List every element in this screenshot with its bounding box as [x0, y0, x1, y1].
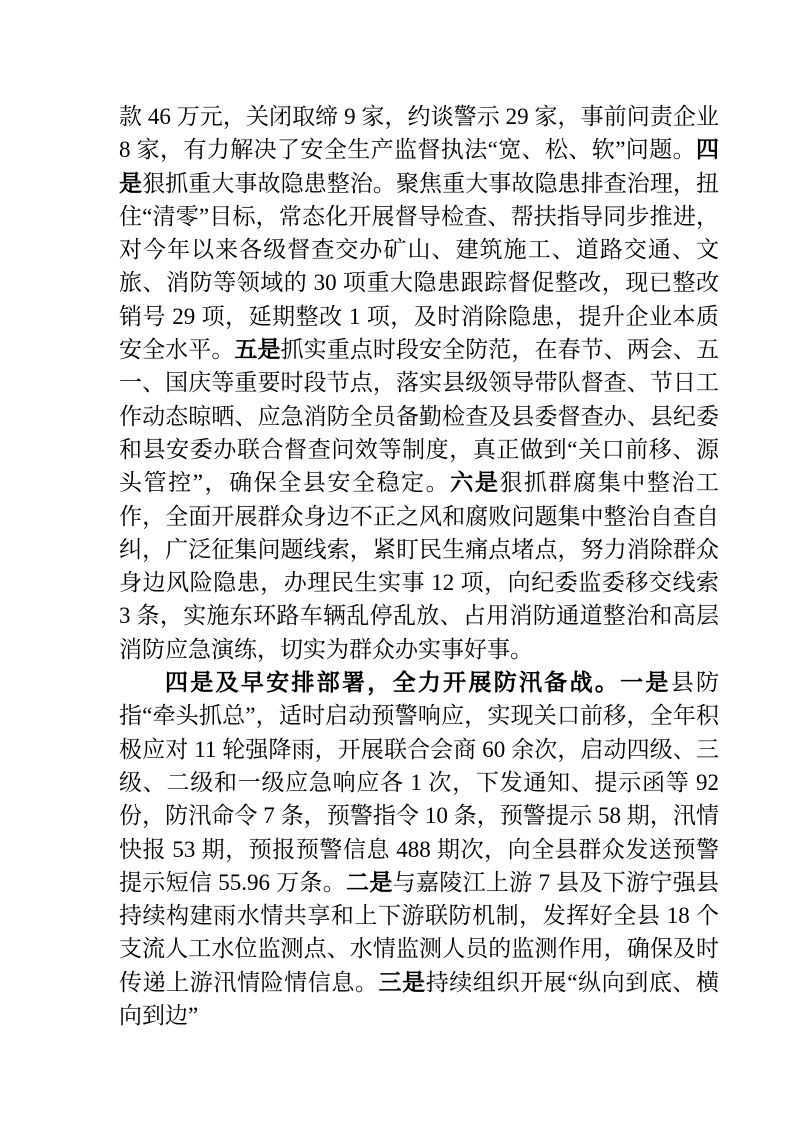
- text-run: 抓实重点时段安全防范，在春节、两会、五一、国庆等重要时段节点，落实县级领导带队督查、节日工作动态晾晒、应急消防全员备勤检查及县委督查办、县纪委和县安委办联合督查问效等制度，真正做到“关口前移、源头管控”，确保全县安全稳定。: [119, 337, 720, 496]
- bold-text-run: 二是: [346, 869, 393, 895]
- page-text-content: [119, 100, 719, 1032]
- text-run: 款 46 万元，关闭取缔 9 家，约谈警示 29 家，事前问责企业 8 家，有力解决了安全生产监督执法“宽、松、软”问题。: [119, 104, 719, 163]
- text-run: 持续组织开展“纵向到底、横向到边”: [119, 969, 720, 1029]
- bold-text-run: 三是: [378, 969, 426, 995]
- bold-text-run: 四是及早安排部署，全力开展防汛备战。一是: [165, 670, 671, 696]
- bold-text-run: 六是: [450, 470, 500, 496]
- text-run: 狠抓重大事故隐患整治。聚焦重大事故隐患排查治理，扭住“清零”目标，常态化开展督导检查、帮扶指导同步推进，对今年以来各级督查交办矿山、建筑施工、道路交通、文旅、消防等领域的 30 项重大隐患跟踪督促整改，现已整改销号 29 项，延期整改 1 项，及时消除隐患，提升企业本质安全水平。: [119, 170, 720, 363]
- text-run: 县防指“牵头抓总”，适时启动预警响应，实现关口前移，全年积极应对 11 轮强降雨，开展联合会商 60 余次，启动四级、三级、二级和一级应急响应各 1 次，下发通知、提示函等 92 份，防汛命令 7 条，预警指令 10 条，预警提示 58 期，汛情快报 53 期，预报预警信息 488 期次，向全县群众发送预警提示短信 55.96 万条。: [119, 670, 720, 895]
- paragraph: [119, 666, 719, 1032]
- bold-text-run: 四是: [119, 137, 719, 196]
- bold-text-run: 五是: [234, 337, 281, 363]
- text-run: 狠抓群腐集中整治工作，全面开展群众身边不正之风和腐败问题集中整治自查自纠，广泛征集问题线索，紧盯民生痛点堵点，努力消除群众身边风险隐患，办理民生实事 12 项，向纪委监委移交线索 3 条，实施东环路车辆乱停乱放、占用消防通道整治和高层消防应急演练，切实为群众办实事好事。: [119, 470, 719, 662]
- paragraph: [119, 100, 719, 666]
- text-run: 与嘉陵江上游 7 县及下游宁强县持续构建雨水情共享和上下游联防机制，发挥好全县 18 个支流人工水位监测点、水情监测人员的监测作用，确保及时传递上游汛情险情信息。: [119, 869, 720, 995]
